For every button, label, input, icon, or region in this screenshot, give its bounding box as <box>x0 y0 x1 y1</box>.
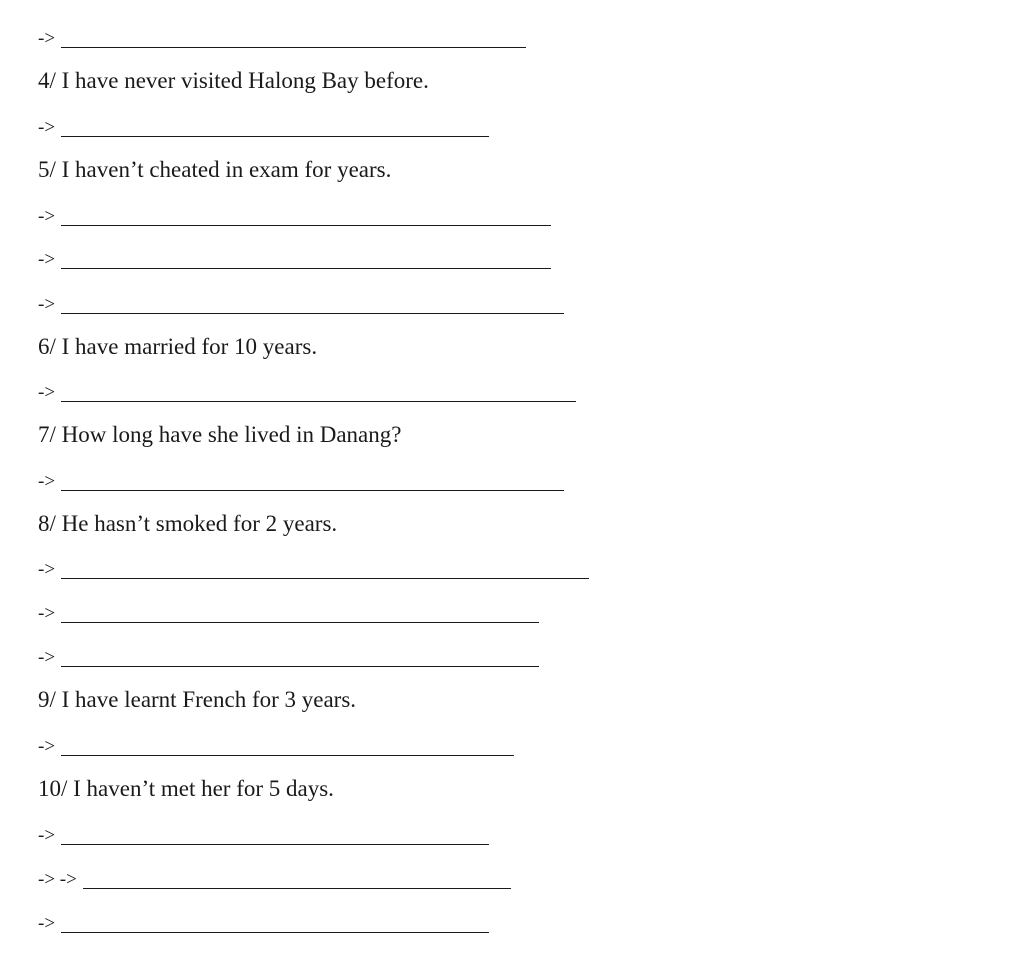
answer-blank[interactable] <box>61 225 551 226</box>
arrow-marker: -> <box>38 206 56 227</box>
answer-blank[interactable] <box>61 578 589 579</box>
arrow-marker: -> <box>38 913 56 934</box>
question-line <box>38 422 401 448</box>
arrow-marker: -> <box>38 117 56 138</box>
answer-blank[interactable] <box>61 47 526 48</box>
answer-line <box>38 28 526 50</box>
answer-blank[interactable] <box>83 888 511 889</box>
arrow-marker: -> <box>38 249 56 270</box>
arrow-marker: -> <box>38 603 56 624</box>
answer-blank[interactable] <box>61 755 514 756</box>
question-text: 6/ I have married for 10 years. <box>38 334 318 359</box>
answer-line <box>38 736 514 758</box>
arrow-marker: -> <box>38 559 56 580</box>
arrow-marker: -> <box>38 825 56 846</box>
arrow-marker: -> <box>38 647 56 668</box>
answer-blank[interactable] <box>61 666 539 667</box>
question-text: 4/ I have never visited Halong Bay before. <box>38 68 429 93</box>
answer-blank[interactable] <box>61 622 539 623</box>
arrow-marker: -> <box>38 736 56 757</box>
answer-line <box>38 913 489 935</box>
question-text: 9/ I have learnt French for 3 years. <box>38 687 357 712</box>
answer-blank[interactable] <box>61 490 564 491</box>
answer-blank[interactable] <box>61 268 551 269</box>
question-line <box>38 157 391 183</box>
answer-line <box>38 825 489 847</box>
answer-line <box>38 382 576 404</box>
answer-blank[interactable] <box>61 932 489 933</box>
answer-blank[interactable] <box>61 136 489 137</box>
arrow-marker: -> <box>38 471 56 492</box>
answer-line <box>38 471 564 493</box>
answer-line <box>38 294 564 316</box>
answer-blank[interactable] <box>61 313 564 314</box>
answer-blank[interactable] <box>61 844 489 845</box>
answer-line <box>38 647 539 669</box>
question-text: 5/ I haven’t cheated in exam for years. <box>38 157 392 182</box>
answer-line <box>38 603 539 625</box>
arrow-marker: -> <box>38 382 56 403</box>
arrow-marker: -> -> <box>38 869 77 890</box>
arrow-marker: -> <box>38 294 56 315</box>
question-line <box>38 776 334 802</box>
question-line <box>38 511 337 537</box>
question-line <box>38 687 356 713</box>
answer-line <box>38 869 511 891</box>
answer-line <box>38 249 551 271</box>
arrow-marker: -> <box>38 28 56 49</box>
question-text: 10/ I haven’t met her for 5 days. <box>38 776 334 801</box>
question-line <box>38 334 317 360</box>
answer-line <box>38 117 489 139</box>
question-line <box>38 68 429 94</box>
answer-line <box>38 559 589 581</box>
question-text: 7/ How long have she lived in Danang? <box>38 422 402 447</box>
answer-blank[interactable] <box>61 401 576 402</box>
question-text: 8/ He hasn’t smoked for 2 years. <box>38 511 338 536</box>
answer-line <box>38 206 551 228</box>
